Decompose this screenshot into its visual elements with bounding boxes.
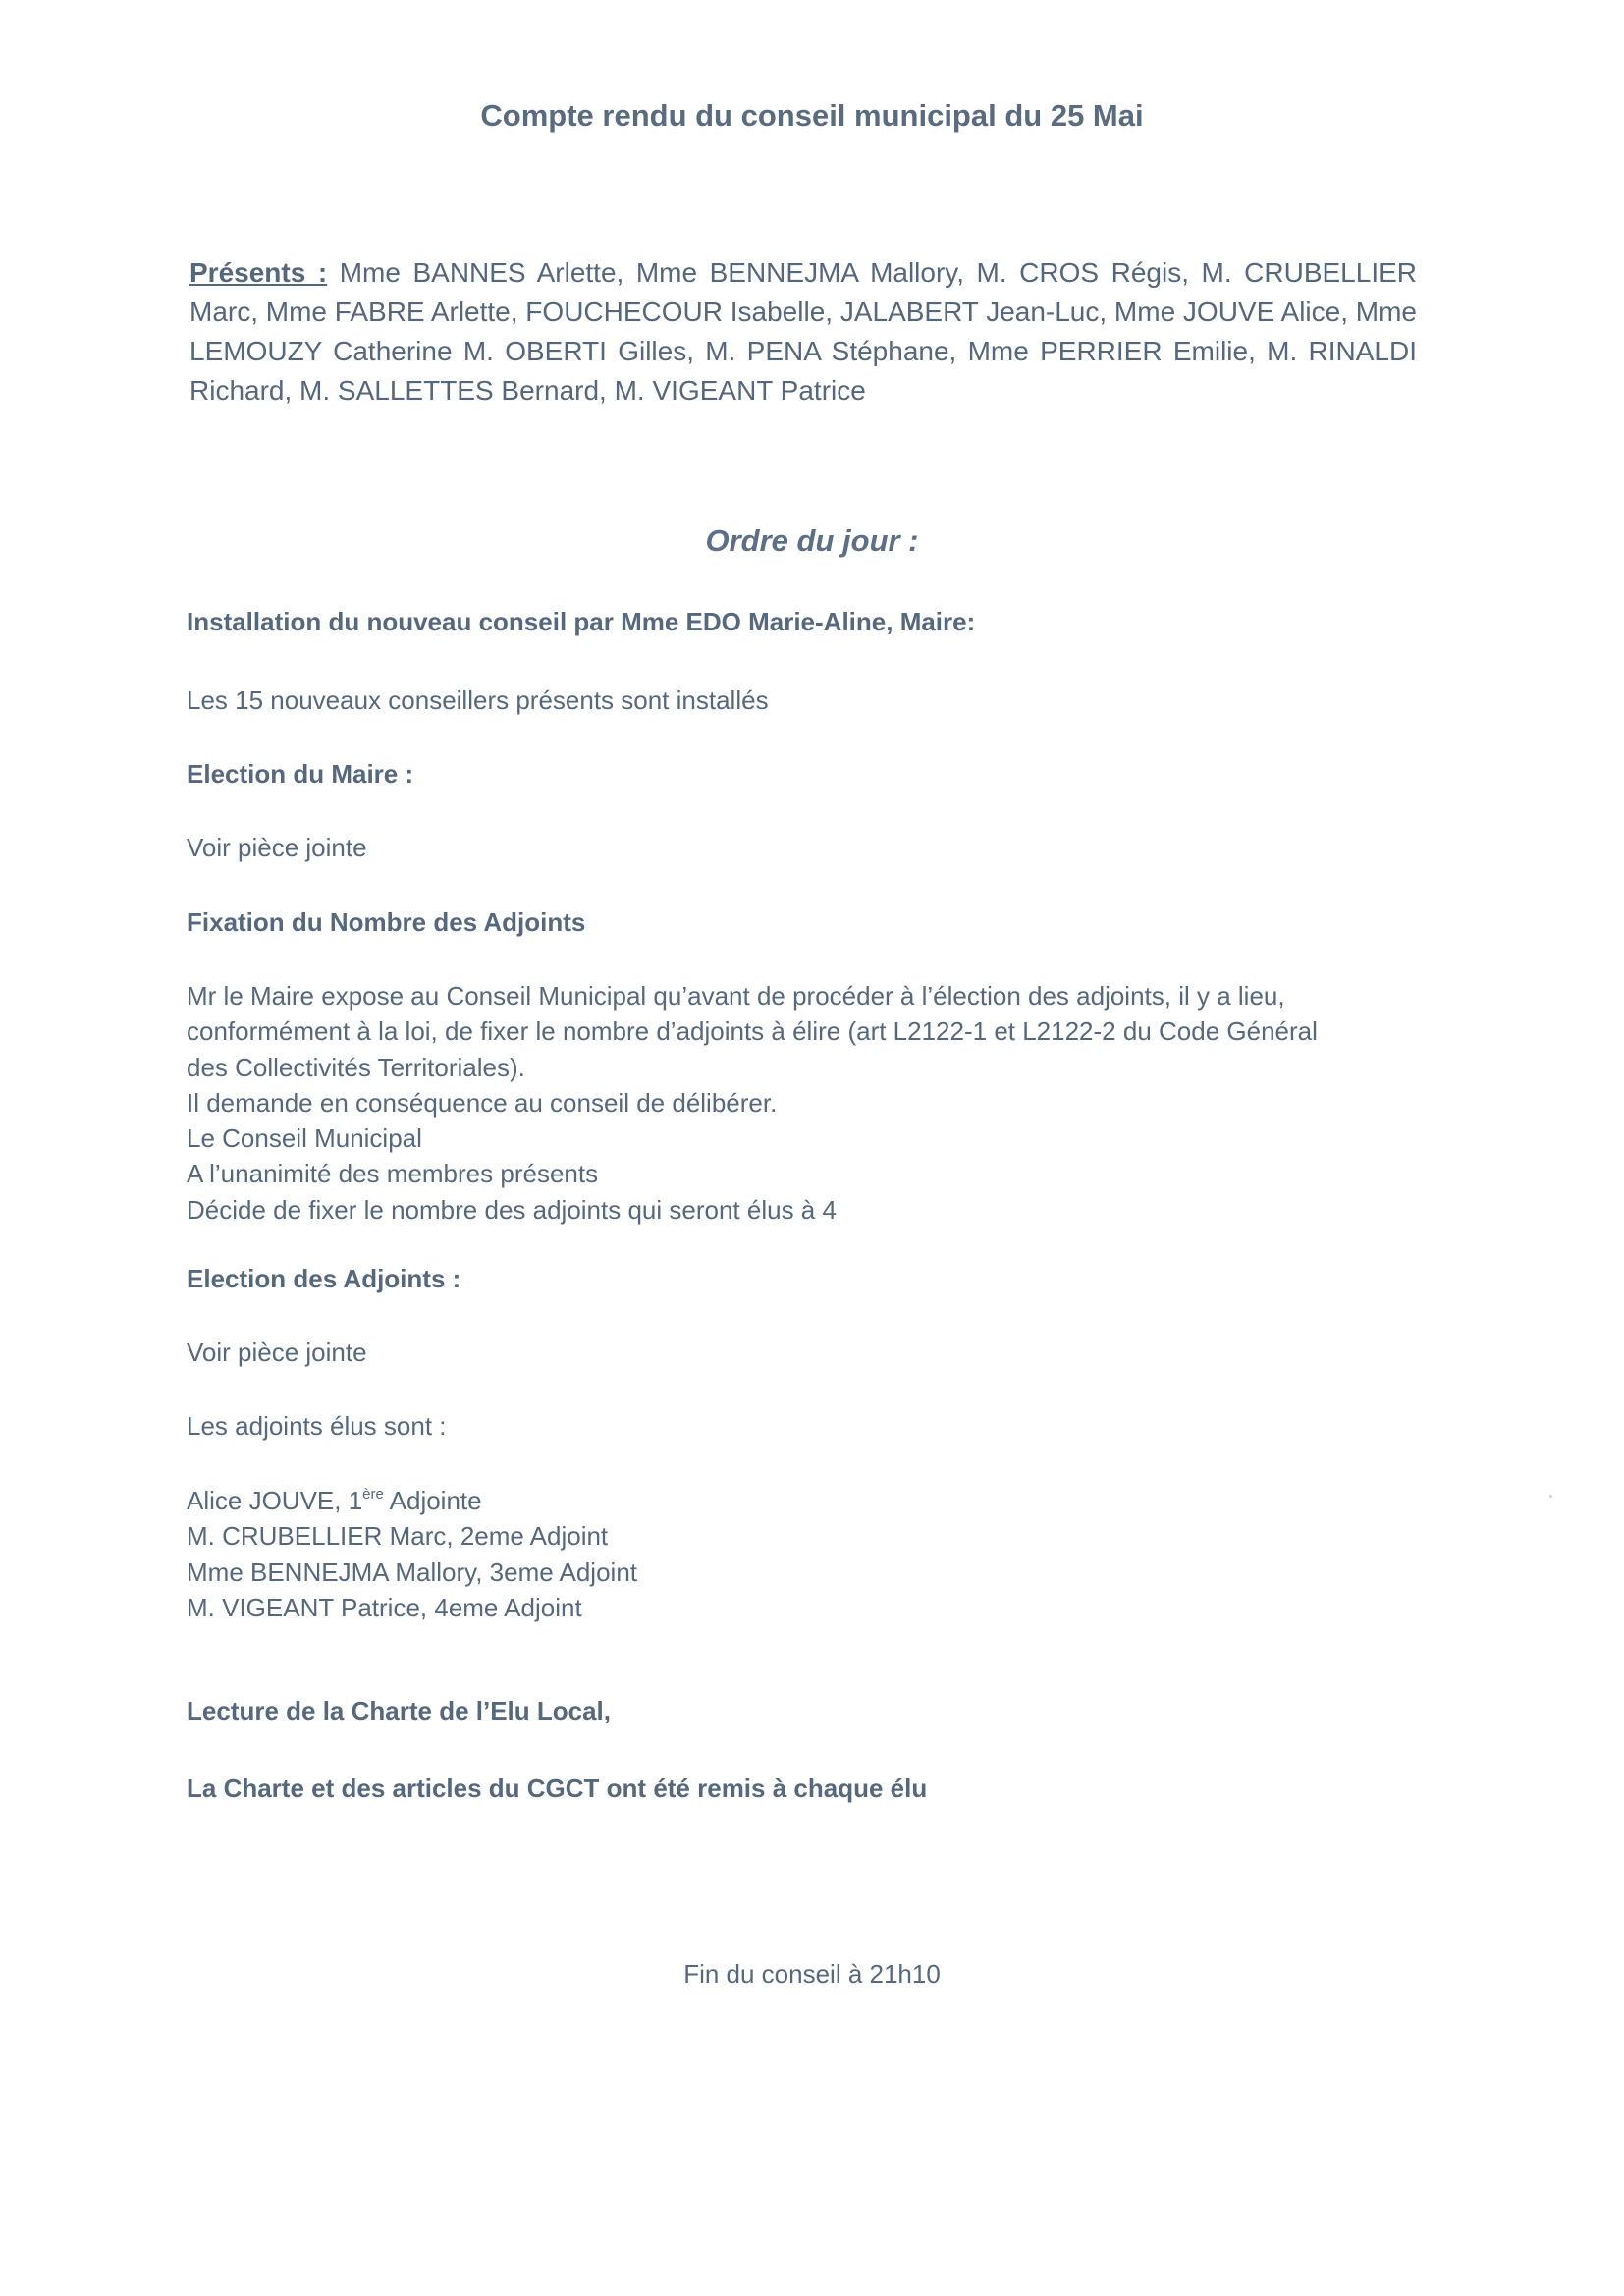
elected-deputies-list (187, 1483, 637, 1625)
paragraph-line: A l’unanimité des membres présents (187, 1159, 599, 1189)
paragraph-line: des Collectivités Territoriales). (187, 1052, 525, 1082)
list-item: M. VIGEANT Patrice, 4eme Adjoint (187, 1592, 582, 1622)
charter-heading: Lecture de la Charte de l’Elu Local, (187, 1696, 612, 1725)
installation-text: Les 15 nouveaux conseillers présents sont installés (187, 685, 769, 715)
deputies-count-heading: Fixation du Nombre des Adjoints (187, 907, 586, 937)
attendees-paragraph (189, 253, 1417, 410)
list-item (187, 1483, 637, 1518)
attendees-label: Présents : (189, 257, 328, 288)
mayor-election-heading: Election du Maire : (187, 759, 414, 789)
deputy-role: Adjointe (383, 1486, 482, 1515)
charter-text: La Charte et des articles du CGCT ont été remis à chaque élu (187, 1774, 928, 1803)
elected-deputies-label: Les adjoints élus sont : (187, 1411, 447, 1441)
list-item: M. CRUBELLIER Marc, 2eme Adjoint (187, 1521, 609, 1552)
paragraph-line: Mr le Maire expose au Conseil Municipal qu’avant de procéder à l’élection des adjoints, il y a lieu, (187, 981, 1285, 1011)
closing-line: Fin du conseil à 21h10 (683, 1959, 941, 1989)
paragraph-line: conformément à la loi, de fixer le nombre d’adjoints à élire (art L2122-1 et L2122-2 du Code Général (187, 1016, 1318, 1047)
installation-heading: Installation du nouveau conseil par Mme EDO Marie-Aline, Maire: (187, 607, 976, 636)
deputy-name: Alice JOUVE, 1 (187, 1486, 363, 1515)
agenda-heading: Ordre du jour : (705, 523, 919, 558)
document-title: Compte rendu du conseil municipal du 25 Mai (480, 98, 1144, 133)
paragraph-line: Il demande en conséquence au conseil de délibérer. (187, 1087, 778, 1118)
mayor-election-text: Voir pièce jointe (187, 833, 367, 862)
paragraph-line: Décide de fixer le nombre des adjoints qui seront élus à 4 (187, 1194, 837, 1225)
scan-speck (1549, 1495, 1552, 1498)
attendees-names: Mme BANNES Arlette, Mme BENNEJMA Mallory, M. CROS Régis, M. CRUBELLIER Marc, Mme FABRE Arlette, FOUCHECOUR Isabelle, JALABERT Jean-Luc, Mme JOUVE Alice, Mme LEMOUZY Catherine M. OBERTI Gilles, M. PENA Stéphane, Mme PERRIER Emilie, M. RINALDI Richard, M. SALLETTES Bernard, M. VIGEANT Patrice (189, 257, 1417, 406)
deputies-election-heading: Election des Adjoints : (187, 1264, 461, 1293)
deputies-count-paragraph (187, 978, 1318, 1228)
deputies-election-text: Voir pièce jointe (187, 1338, 367, 1367)
ordinal-suffix: ère (362, 1486, 384, 1503)
list-item: Mme BENNEJMA Mallory, 3eme Adjoint (187, 1557, 637, 1587)
paragraph-line: Le Conseil Municipal (187, 1123, 422, 1154)
